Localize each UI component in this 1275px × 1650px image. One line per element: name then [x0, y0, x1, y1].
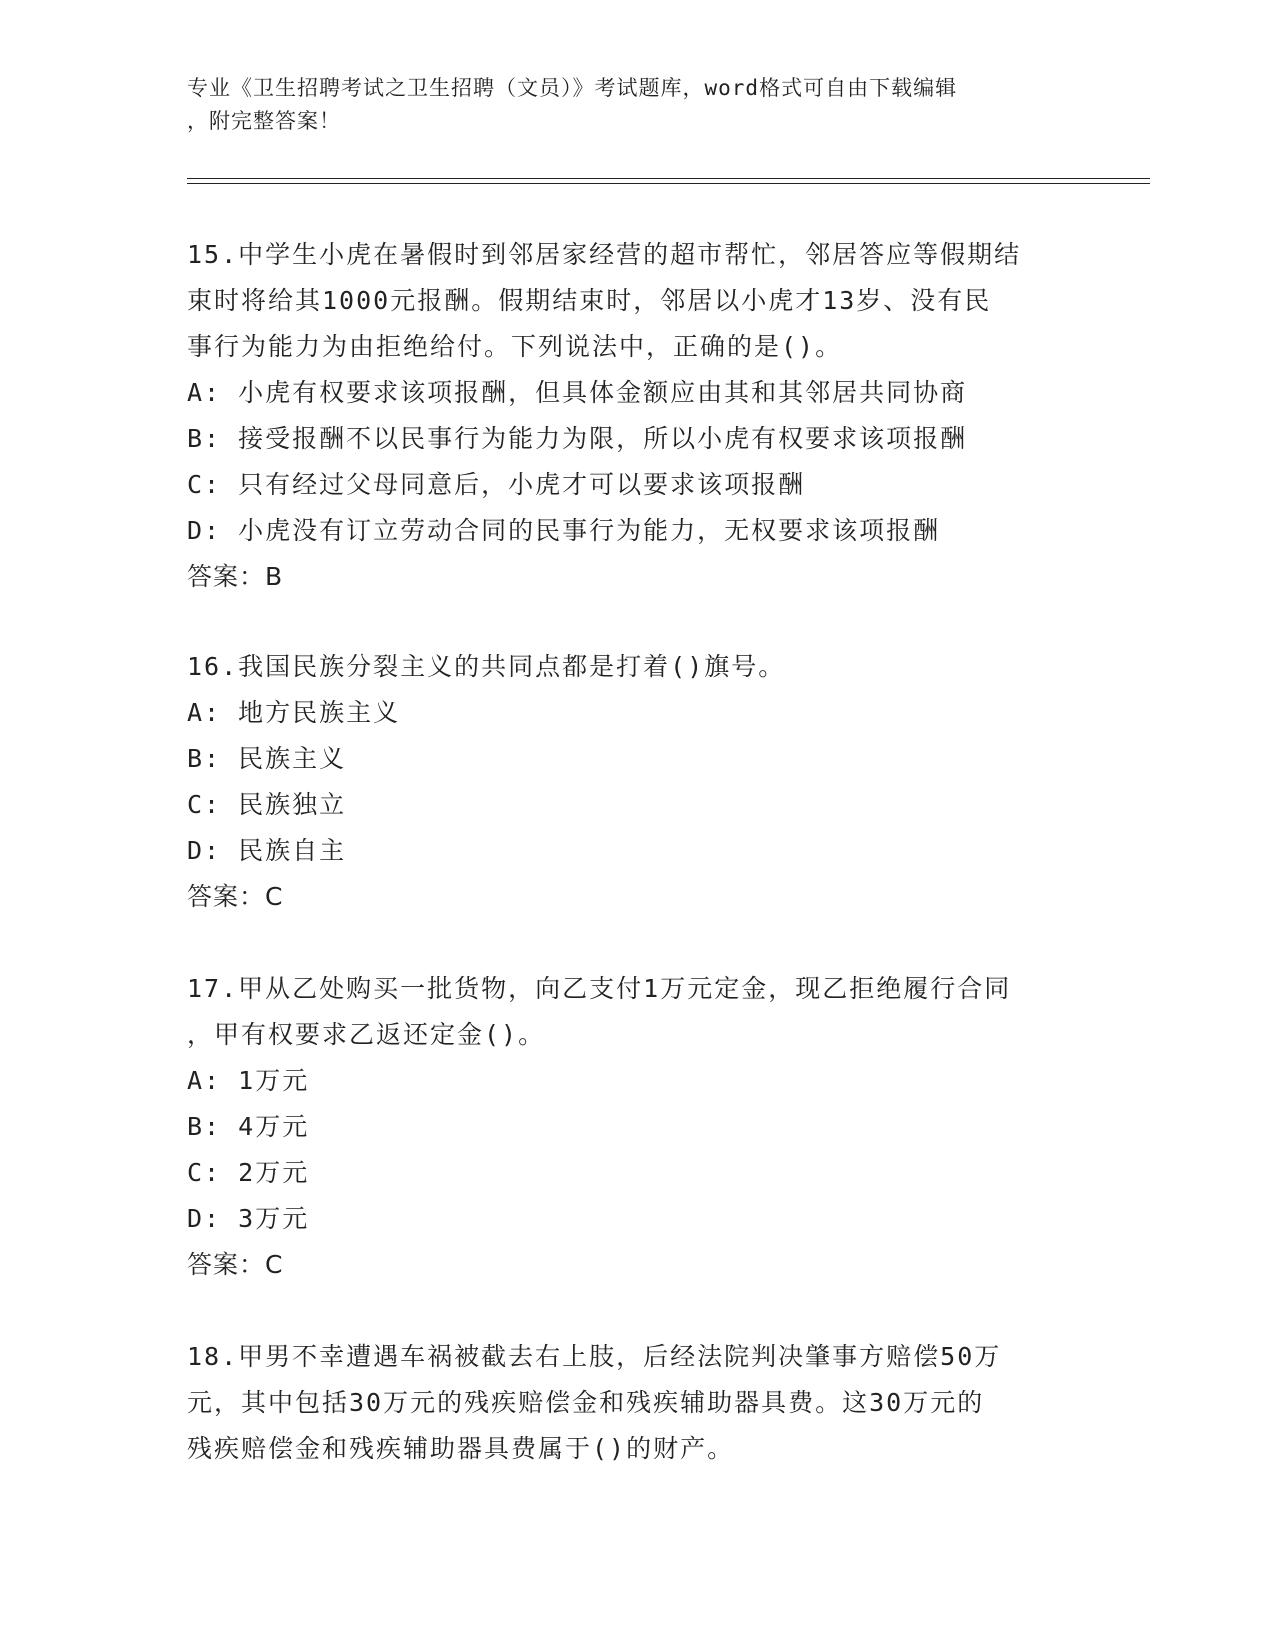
- answer-line: 答案：B: [187, 562, 284, 591]
- option-d: D: 民族自主: [187, 836, 347, 865]
- question-stem-line: 束时将给其1000元报酬。假期结束时，邻居以小虎才13岁、没有民: [187, 286, 992, 315]
- header-line-1: 专业《卫生招聘考试之卫生招聘（文员）》考试题库，word格式可自由下载编辑: [187, 76, 958, 100]
- question-stem-line: 元，其中包括30万元的残疾赔偿金和残疾辅助器具费。这30万元的: [187, 1388, 985, 1417]
- question-16: [187, 644, 1087, 920]
- question-stem-line: ，甲有权要求乙返还定金()。: [187, 1020, 546, 1049]
- option-a: A: 1万元: [187, 1066, 310, 1095]
- question-stem-line: 17.甲从乙处购买一批货物，向乙支付1万元定金，现乙拒绝履行合同: [187, 974, 1012, 1003]
- question-stem-line: 事行为能力为由拒绝给付。下列说法中，正确的是()。: [187, 332, 843, 361]
- option-d: D: 3万元: [187, 1204, 310, 1233]
- option-b: B: 4万元: [187, 1112, 310, 1141]
- option-a: A: 地方民族主义: [187, 698, 401, 727]
- option-b: B: 民族主义: [187, 744, 347, 773]
- question-stem-line: 16.我国民族分裂主义的共同点都是打着()旗号。: [187, 652, 786, 681]
- option-a: A: 小虎有权要求该项报酬，但具体金额应由其和其邻居共同协商: [187, 378, 968, 407]
- question-stem-line: 15.中学生小虎在暑假时到邻居家经营的超市帮忙，邻居答应等假期结: [187, 240, 1022, 269]
- option-b: B: 接受报酬不以民事行为能力为限，所以小虎有权要求该项报酬: [187, 424, 968, 453]
- question-stem-line: 18.甲男不幸遭遇车祸被截去右上肢，后经法院判决肇事方赔偿50万: [187, 1342, 1002, 1371]
- question-17: [187, 966, 1087, 1288]
- answer-line: 答案：C: [187, 1250, 284, 1279]
- option-c: C: 2万元: [187, 1158, 310, 1187]
- question-stem-line: 残疾赔偿金和残疾辅助器具费属于()的财产。: [187, 1434, 735, 1463]
- question-18: [187, 1334, 1087, 1472]
- document-header: [187, 72, 1067, 138]
- option-c: C: 只有经过父母同意后，小虎才可以要求该项报酬: [187, 470, 806, 499]
- answer-line: 答案：C: [187, 882, 284, 911]
- header-divider: [187, 178, 1150, 184]
- option-c: C: 民族独立: [187, 790, 347, 819]
- question-15: [187, 232, 1087, 600]
- option-d: D: 小虎没有订立劳动合同的民事行为能力，无权要求该项报酬: [187, 516, 941, 545]
- header-line-2: ，附完整答案！: [187, 109, 341, 133]
